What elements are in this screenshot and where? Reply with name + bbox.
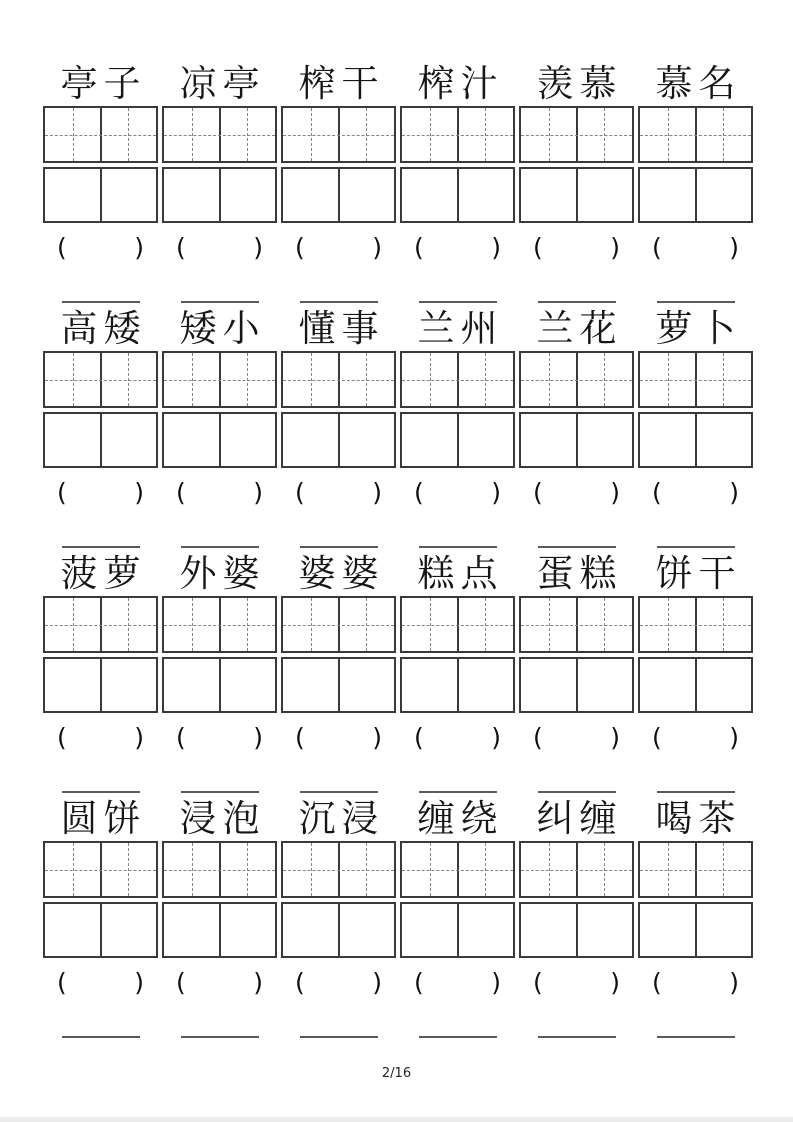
practice-box-guided (43, 106, 158, 163)
vertical-guide-line (247, 598, 248, 651)
cell-divider-line (338, 659, 340, 711)
vertical-guide-line (485, 598, 486, 651)
horizontal-guide-line (640, 135, 751, 136)
vertical-guide-line (668, 353, 669, 406)
pinyin-field (162, 964, 277, 1002)
close-paren: ) (253, 968, 263, 997)
pinyin-field (519, 229, 634, 267)
cell-divider-line (100, 414, 102, 466)
practice-box-blank (519, 412, 634, 468)
open-paren: ( (414, 233, 424, 262)
horizontal-guide-line (283, 380, 394, 381)
worksheet-block-4 (43, 793, 757, 1038)
vertical-guide-line (73, 843, 74, 896)
word-label: 兰州 (417, 307, 504, 350)
practice-box-blank (43, 167, 158, 223)
practice-box-guided (400, 106, 515, 163)
word-label: 高矮 (60, 307, 147, 350)
vertical-guide-line (430, 843, 431, 896)
open-paren: ( (57, 233, 67, 262)
practice-box-guided (43, 351, 158, 408)
open-paren: ( (176, 968, 186, 997)
close-paren: ) (729, 723, 739, 752)
close-paren: ) (729, 478, 739, 507)
cell-divider-line (457, 904, 459, 956)
pinyin-field (281, 474, 396, 512)
close-paren: ) (134, 968, 144, 997)
vertical-guide-line (73, 598, 74, 651)
vertical-guide-line (485, 108, 486, 161)
word-label: 矮小 (179, 307, 266, 350)
word-label: 缠绕 (417, 797, 504, 840)
vertical-guide-line (311, 108, 312, 161)
guided-boxes-row (43, 841, 757, 898)
pinyin-field (43, 474, 158, 512)
practice-box-blank (638, 412, 753, 468)
cell-divider-line (100, 169, 102, 221)
vertical-guide-line (311, 353, 312, 406)
vertical-guide-line (311, 843, 312, 896)
close-paren: ) (253, 723, 263, 752)
open-paren: ( (414, 968, 424, 997)
answer-line (657, 1036, 735, 1038)
vertical-guide-line (192, 598, 193, 651)
close-paren: ) (491, 478, 501, 507)
practice-box-blank (162, 657, 277, 713)
practice-box-guided (162, 596, 277, 653)
open-paren: ( (652, 723, 662, 752)
practice-box-guided (162, 351, 277, 408)
open-paren: ( (533, 723, 543, 752)
horizontal-guide-line (164, 380, 275, 381)
horizontal-guide-line (521, 625, 632, 626)
answer-line (181, 1036, 259, 1038)
practice-box-blank (400, 167, 515, 223)
horizontal-guide-line (283, 625, 394, 626)
vertical-guide-line (192, 353, 193, 406)
close-paren: ) (372, 478, 382, 507)
practice-box-guided (638, 351, 753, 408)
vertical-guide-line (668, 598, 669, 651)
practice-box-blank (638, 902, 753, 958)
practice-box-blank (43, 657, 158, 713)
word-label: 兰花 (536, 307, 623, 350)
pinyin-field (162, 474, 277, 512)
practice-box-guided (638, 841, 753, 898)
word-label: 亭子 (60, 62, 147, 105)
close-paren: ) (729, 968, 739, 997)
open-paren: ( (652, 478, 662, 507)
answer-lines-row (43, 1036, 757, 1038)
cell-divider-line (100, 659, 102, 711)
page-number: 2/16 (381, 1066, 412, 1081)
practice-box-blank (400, 412, 515, 468)
horizontal-guide-line (521, 870, 632, 871)
pinyin-field (162, 719, 277, 757)
practice-box-guided (43, 596, 158, 653)
words-row (43, 303, 757, 351)
page-bottom-edge (0, 1117, 793, 1122)
vertical-guide-line (366, 598, 367, 651)
horizontal-guide-line (402, 870, 513, 871)
horizontal-guide-line (45, 870, 156, 871)
pinyin-field (519, 719, 634, 757)
close-paren: ) (134, 233, 144, 262)
vertical-guide-line (604, 843, 605, 896)
vertical-guide-line (604, 353, 605, 406)
open-paren: ( (652, 233, 662, 262)
open-paren: ( (295, 233, 305, 262)
cell-divider-line (338, 904, 340, 956)
close-paren: ) (372, 233, 382, 262)
practice-box-guided (43, 841, 158, 898)
cell-divider-line (695, 169, 697, 221)
close-paren: ) (610, 478, 620, 507)
pinyin-field (638, 964, 753, 1002)
cell-divider-line (219, 904, 221, 956)
vertical-guide-line (247, 353, 248, 406)
word-label: 榨汁 (417, 62, 504, 105)
practice-box-guided (638, 596, 753, 653)
cell-divider-line (576, 414, 578, 466)
open-paren: ( (533, 233, 543, 262)
pinyin-field (400, 964, 515, 1002)
vertical-guide-line (549, 843, 550, 896)
horizontal-guide-line (402, 380, 513, 381)
cell-divider-line (576, 904, 578, 956)
worksheet-block-3 (43, 548, 757, 793)
horizontal-guide-line (283, 135, 394, 136)
horizontal-guide-line (402, 625, 513, 626)
vertical-guide-line (430, 108, 431, 161)
pinyin-field (519, 474, 634, 512)
open-paren: ( (533, 968, 543, 997)
pinyin-field (638, 719, 753, 757)
vertical-guide-line (247, 843, 248, 896)
vertical-guide-line (604, 598, 605, 651)
horizontal-guide-line (640, 870, 751, 871)
answer-line-cell (162, 1036, 277, 1038)
pinyin-field (43, 229, 158, 267)
horizontal-guide-line (164, 625, 275, 626)
pinyin-field (281, 719, 396, 757)
pinyin-row (43, 719, 757, 757)
close-paren: ) (491, 968, 501, 997)
open-paren: ( (57, 723, 67, 752)
guided-boxes-row (43, 351, 757, 408)
cell-divider-line (457, 169, 459, 221)
pinyin-field (638, 474, 753, 512)
worksheet-block-1 (43, 58, 757, 303)
close-paren: ) (610, 968, 620, 997)
close-paren: ) (253, 478, 263, 507)
pinyin-field (638, 229, 753, 267)
cell-divider-line (100, 904, 102, 956)
pinyin-field (162, 229, 277, 267)
cell-divider-line (457, 414, 459, 466)
vertical-guide-line (604, 108, 605, 161)
practice-box-guided (400, 351, 515, 408)
cell-divider-line (576, 169, 578, 221)
practice-box-blank (519, 902, 634, 958)
words-row (43, 548, 757, 596)
word-label: 纠缠 (536, 797, 623, 840)
close-paren: ) (253, 233, 263, 262)
horizontal-guide-line (164, 135, 275, 136)
practice-box-guided (400, 841, 515, 898)
horizontal-guide-line (521, 380, 632, 381)
vertical-guide-line (485, 353, 486, 406)
worksheet-block-2 (43, 303, 757, 548)
close-paren: ) (372, 723, 382, 752)
answer-line (300, 1036, 378, 1038)
practice-box-guided (638, 106, 753, 163)
horizontal-guide-line (402, 135, 513, 136)
vertical-guide-line (366, 353, 367, 406)
pinyin-field (43, 964, 158, 1002)
answer-line-cell (519, 1036, 634, 1038)
practice-box-blank (281, 902, 396, 958)
practice-box-blank (281, 412, 396, 468)
practice-box-guided (400, 596, 515, 653)
cell-divider-line (457, 659, 459, 711)
word-label: 糕点 (417, 552, 504, 595)
cell-divider-line (338, 169, 340, 221)
horizontal-guide-line (640, 380, 751, 381)
vertical-guide-line (668, 843, 669, 896)
practice-box-blank (638, 657, 753, 713)
pinyin-field (43, 719, 158, 757)
open-paren: ( (57, 478, 67, 507)
practice-box-guided (519, 106, 634, 163)
blank-boxes-row (43, 167, 757, 223)
cell-divider-line (219, 659, 221, 711)
cell-divider-line (695, 904, 697, 956)
pinyin-row (43, 474, 757, 512)
vertical-guide-line (485, 843, 486, 896)
open-paren: ( (57, 968, 67, 997)
vertical-guide-line (723, 598, 724, 651)
horizontal-guide-line (45, 380, 156, 381)
word-label: 凉亭 (179, 62, 266, 105)
vertical-guide-line (723, 108, 724, 161)
open-paren: ( (414, 723, 424, 752)
practice-box-blank (281, 657, 396, 713)
close-paren: ) (610, 233, 620, 262)
open-paren: ( (414, 478, 424, 507)
words-row (43, 58, 757, 106)
word-label: 蛋糕 (536, 552, 623, 595)
answer-line (62, 1036, 140, 1038)
practice-box-guided (162, 841, 277, 898)
guided-boxes-row (43, 596, 757, 653)
close-paren: ) (372, 968, 382, 997)
horizontal-guide-line (164, 870, 275, 871)
pinyin-field (281, 229, 396, 267)
open-paren: ( (295, 968, 305, 997)
blank-boxes-row (43, 412, 757, 468)
close-paren: ) (610, 723, 620, 752)
practice-box-blank (43, 902, 158, 958)
vertical-guide-line (549, 598, 550, 651)
word-label: 饼干 (655, 552, 742, 595)
guided-boxes-row (43, 106, 757, 163)
practice-box-guided (519, 841, 634, 898)
practice-box-blank (519, 167, 634, 223)
vertical-guide-line (247, 108, 248, 161)
pinyin-field (400, 719, 515, 757)
pinyin-field (400, 474, 515, 512)
vertical-guide-line (549, 108, 550, 161)
word-label: 菠萝 (60, 552, 147, 595)
word-label: 喝茶 (655, 797, 742, 840)
practice-box-guided (281, 106, 396, 163)
horizontal-guide-line (45, 135, 156, 136)
word-label: 婆婆 (298, 552, 385, 595)
answer-line-cell (400, 1036, 515, 1038)
practice-box-guided (281, 596, 396, 653)
answer-line (538, 1036, 616, 1038)
horizontal-guide-line (283, 870, 394, 871)
close-paren: ) (729, 233, 739, 262)
pinyin-row (43, 964, 757, 1002)
close-paren: ) (491, 233, 501, 262)
word-label: 羡慕 (536, 62, 623, 105)
vertical-guide-line (73, 108, 74, 161)
pinyin-field (519, 964, 634, 1002)
word-label: 懂事 (298, 307, 385, 350)
open-paren: ( (533, 478, 543, 507)
practice-box-blank (162, 902, 277, 958)
practice-box-guided (281, 351, 396, 408)
horizontal-guide-line (640, 625, 751, 626)
practice-box-guided (162, 106, 277, 163)
vertical-guide-line (128, 108, 129, 161)
vertical-guide-line (723, 353, 724, 406)
practice-box-blank (400, 657, 515, 713)
vertical-guide-line (73, 353, 74, 406)
word-label: 榨干 (298, 62, 385, 105)
close-paren: ) (491, 723, 501, 752)
answer-line-cell (281, 1036, 396, 1038)
word-label: 浸泡 (179, 797, 266, 840)
open-paren: ( (295, 723, 305, 752)
practice-box-blank (519, 657, 634, 713)
word-label: 慕名 (655, 62, 742, 105)
open-paren: ( (176, 233, 186, 262)
vertical-guide-line (366, 108, 367, 161)
practice-box-blank (281, 167, 396, 223)
cell-divider-line (576, 659, 578, 711)
vertical-guide-line (668, 108, 669, 161)
open-paren: ( (176, 723, 186, 752)
open-paren: ( (652, 968, 662, 997)
practice-box-guided (281, 841, 396, 898)
word-label: 萝卜 (655, 307, 742, 350)
practice-box-blank (43, 412, 158, 468)
vertical-guide-line (430, 353, 431, 406)
blank-boxes-row (43, 657, 757, 713)
vertical-guide-line (723, 843, 724, 896)
cell-divider-line (219, 169, 221, 221)
horizontal-guide-line (45, 625, 156, 626)
vertical-guide-line (366, 843, 367, 896)
vertical-guide-line (128, 598, 129, 651)
answer-line (419, 1036, 497, 1038)
pinyin-field (400, 229, 515, 267)
answer-line-cell (638, 1036, 753, 1038)
vertical-guide-line (128, 353, 129, 406)
practice-box-blank (400, 902, 515, 958)
cell-divider-line (695, 414, 697, 466)
vertical-guide-line (549, 353, 550, 406)
pinyin-field (281, 964, 396, 1002)
cell-divider-line (219, 414, 221, 466)
close-paren: ) (134, 478, 144, 507)
word-label: 沉浸 (298, 797, 385, 840)
vertical-guide-line (311, 598, 312, 651)
cell-divider-line (338, 414, 340, 466)
close-paren: ) (134, 723, 144, 752)
cell-divider-line (695, 659, 697, 711)
word-label: 圆饼 (60, 797, 147, 840)
word-label: 外婆 (179, 552, 266, 595)
practice-box-blank (162, 412, 277, 468)
pinyin-row (43, 229, 757, 267)
open-paren: ( (295, 478, 305, 507)
vertical-guide-line (192, 108, 193, 161)
answer-line-cell (43, 1036, 158, 1038)
practice-box-blank (638, 167, 753, 223)
vertical-guide-line (192, 843, 193, 896)
blank-boxes-row (43, 902, 757, 958)
practice-box-guided (519, 351, 634, 408)
vertical-guide-line (430, 598, 431, 651)
practice-box-blank (162, 167, 277, 223)
vertical-guide-line (128, 843, 129, 896)
words-row (43, 793, 757, 841)
open-paren: ( (176, 478, 186, 507)
practice-box-guided (519, 596, 634, 653)
horizontal-guide-line (521, 135, 632, 136)
